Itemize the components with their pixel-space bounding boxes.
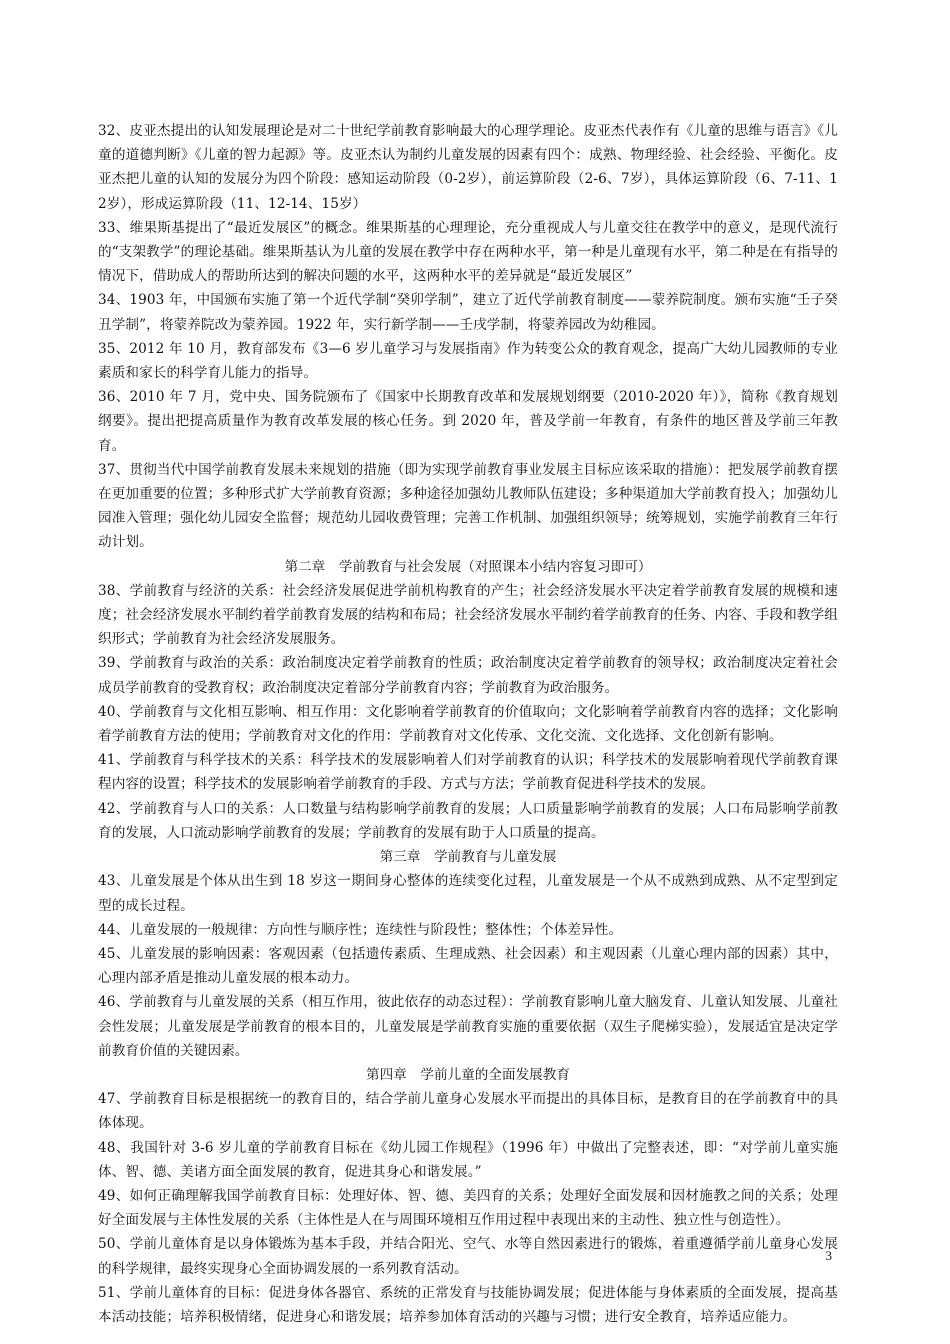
- paragraph-40: 40、学前教育与文化相互影响、相互作用：文化影响着学前教育的价值取向；文化影响着学前教育内容的选择；文化影响着学前教育方法的使用；学前教育对文化的作用：学前教育对文化传承、文化交流、文化选择、文化创新有影响。: [98, 703, 838, 745]
- paragraph-33: 33、维果斯基提出了“最近发展区”的概念。维果斯基的心理理论，充分重视成人与儿童交往在教学中的意义，是现代流行的“支架教学”的理论基础。维果斯基认为儿童的发展在教学中存在两种水平，第一种是儿童现有水平，第二种是在有指导的情况下，借助成人的帮助所达到的解决问题的水平，这两种水平的差异就是“最近发展区”: [98, 219, 838, 285]
- document-body: [98, 119, 838, 1329]
- chapter-2-heading: 第二章 学前教育与社会发展（对照课本小结内容复习即可）: [284, 558, 652, 575]
- paragraph-35: 35、2012 年 10 月，教育部发布《3—6 岁儿童学习与发展指南》作为转变公众的教育观念，提高广大幼儿园教师的专业素质和家长的科学育儿能力的指导。: [98, 340, 838, 382]
- paragraph-36: 36、2010 年 7 月，党中央、国务院颁布了《国家中长期教育改革和发展规划纲要（2010-2020 年）》，简称《教育规划纲要》。提出把提高质量作为教育改革发展的核心任务。到 2020 年，普及学前一年教育，有条件的地区普及学前三年教育。: [98, 389, 838, 454]
- chapter-4-heading: 第四章 学前儿童的全面发展教育: [366, 1066, 570, 1083]
- paragraph-49: 49、如何正确理解我国学前教育目标：处理好体、智、德、美四育的关系；处理好全面发展和因材施教之间的关系；处理好全面发展与主体性发展的关系（主体性是人在与周围环境相互作用过程中表现出来的主动性、独立性与创造性）。: [98, 1187, 838, 1229]
- paragraph-42: 42、学前教育与人口的关系：人口数量与结构影响学前教育的发展；人口质量影响学前教育的发展；人口布局影响学前教育的发展，人口流动影响学前教育的发展；学前教育的发展有助于人口质量的提高。: [98, 800, 838, 841]
- paragraph-39: 39、学前教育与政治的关系：政治制度决定着学前教育的性质；政治制度决定着学前教育的领导权；政治制度决定着社会成员学前教育的受教育权；政治制度决定着部分学前教育内容；学前教育为政治服务。: [98, 655, 838, 696]
- paragraph-34: 34、1903 年，中国颁布实施了第一个近代学制“癸卯学制”，建立了近代学前教育制度——蒙养院制度。颁布实施“壬子癸丑学制”，将蒙养院改为蒙养园。1922 年，实行新学制——壬戌学制，将蒙养园改为幼稚园。: [98, 292, 838, 333]
- paragraph-32: 32、皮亚杰提出的认知发展理论是对二十世纪学前教育影响最大的心理学理论。皮亚杰代表作有《儿童的思维与语言》《儿童的道德判断》《儿童的智力起源》等。皮亚杰认为制约儿童发展的因素有四个：成熟、物理经验、社会经验、平衡化。皮亚杰把儿童的认知的发展分为四个阶段：感知运动阶段（0-2岁），前运算阶段（2-6、7岁），具体运算阶段（6、7-11、12岁），形成运算阶段（11、12-14、15岁）: [98, 123, 838, 212]
- paragraph-37: 37、贯彻当代中国学前教育发展未来规划的措施（即为实现学前教育事业发展主目标应该采取的措施）：把发展学前教育摆在更加重要的位置；多种形式扩大学前教育资源；多种途径加强幼儿教师队伍建设；多种渠道加大学前教育投入；加强幼儿园准入管理；强化幼儿园安全监督；规范幼儿园收费管理；完善工作机制、加强组织领导；统筹规划，实施学前教育三年行动计划。: [98, 461, 838, 551]
- paragraph-47: 47、学前教育目标是根据统一的教育目的，结合学前儿童身心发展水平而提出的具体目标，是教育目的在学前教育中的具体体现。: [98, 1091, 838, 1132]
- paragraph-43: 43、儿童发展是个体从出生到 18 岁这一期间身心整体的连续变化过程，儿童发展是一个从不成熟到成熟、从不定型到定型的成长过程。: [98, 873, 838, 914]
- page-number: 3: [825, 1248, 832, 1263]
- paragraph-44: 44、儿童发展的一般规律：方向性与顺序性；连续性与阶段性；整体性；个体差异性。: [98, 921, 623, 938]
- paragraph-46: 46、学前教育与儿童发展的关系（相互作用，彼此依存的动态过程）：学前教育影响儿童大脑发育、儿童认知发展、儿童社会性发展；儿童发展是学前教育的根本目的，儿童发展是学前教育实施的重要依据（双生子爬梯实验），发展适宜是决定学前教育价值的关键因素。: [98, 994, 838, 1059]
- paragraph-48: 48、我国针对 3-6 岁儿童的学前教育目标在《幼儿园工作规程》（1996 年）中做出了完整表述，即：“对学前儿童实施体、智、德、美诸方面全面发展的教育，促进其身心和谐发展。”: [98, 1139, 838, 1180]
- paragraph-45: 45、儿童发展的影响因素：客观因素（包括遗传素质、生理成熟、社会因素）和主观因素（儿童心理内部的因素）其中，心理内部矛盾是推动儿童发展的根本动力。: [98, 945, 838, 987]
- paragraph-38: 38、学前教育与经济的关系：社会经济发展促进学前机构教育的产生；社会经济发展水平决定着学前教育发展的规模和速度；社会经济发展水平制约着学前教育发展的结构和布局；社会经济发展水平制约着学前教育的任务、内容、手段和教学组织形式；学前教育为社会经济发展服务。: [98, 582, 838, 648]
- chapter-3-heading: 第三章 学前教育与儿童发展: [379, 849, 557, 866]
- paragraph-51: 51、学前儿童体育的目标：促进身体各器官、系统的正常发育与技能协调发展；促进体能与身体素质的全面发展，提高基本活动技能；培养积极情绪，促进身心和谐发展；培养参加体育活动的兴趣与习惯；进行安全教育，培养适应能力。: [98, 1284, 838, 1325]
- paragraph-50: 50、学前儿童体育是以身体锻炼为基本手段，并结合阳光、空气、水等自然因素进行的锻炼，着重遵循学前儿童身心发展的科学规律，最终实现身心全面协调发展的一系列教育活动。: [98, 1236, 838, 1277]
- paragraph-41: 41、学前教育与科学技术的关系：科学技术的发展影响着人们对学前教育的认识；科学技术的发展影响着现代学前教育课程内容的设置；科学技术的发展影响着学前教育的手段、方式与方法；学前教育促进科学技术的发展。: [98, 752, 838, 793]
